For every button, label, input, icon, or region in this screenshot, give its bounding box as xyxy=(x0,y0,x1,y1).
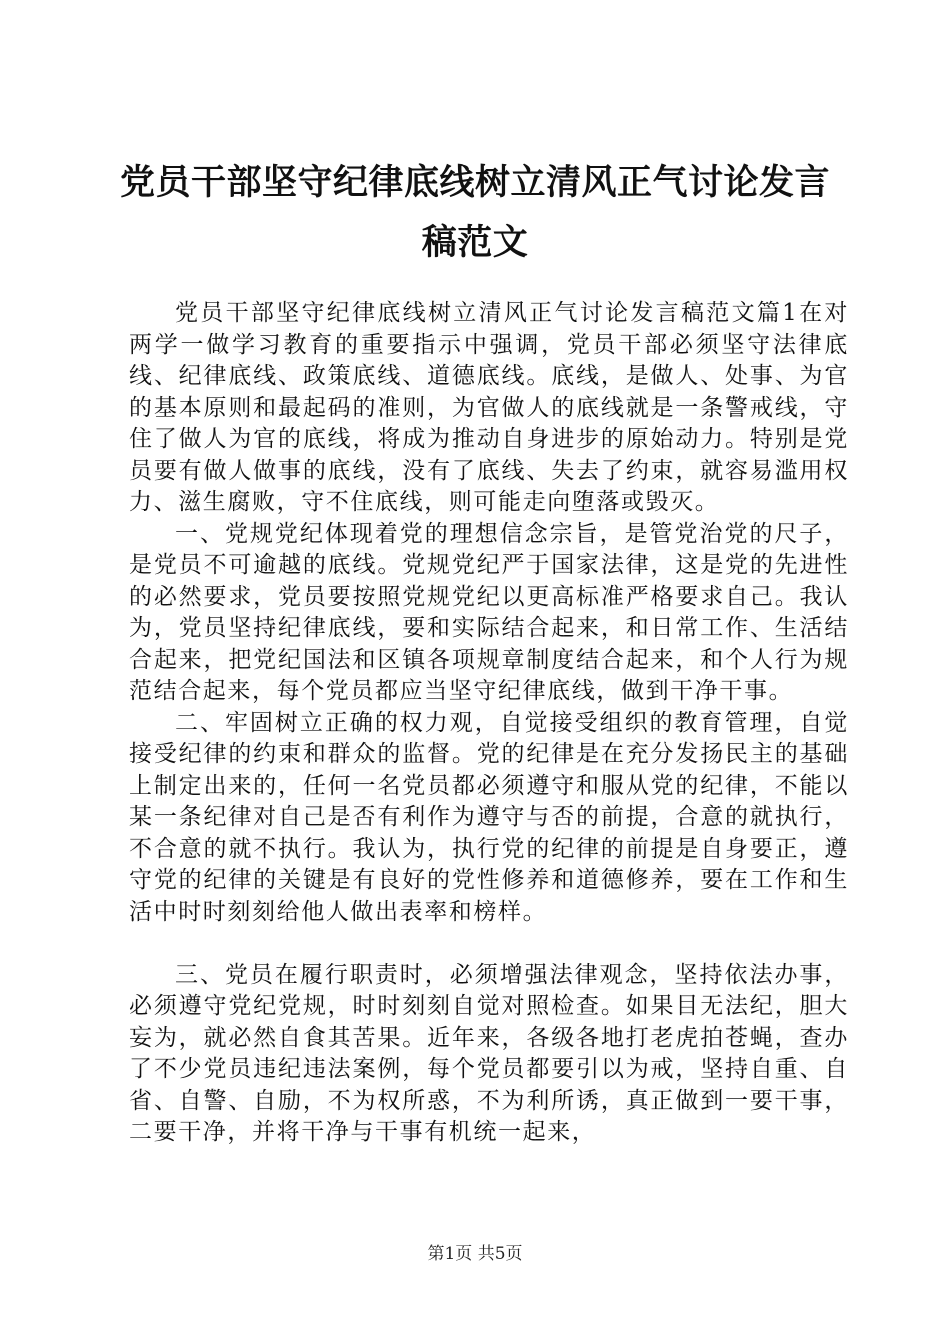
document-body xyxy=(129,298,849,1149)
paragraph-spacer xyxy=(129,928,849,960)
paragraph-section-3: 三、党员在履行职责时，必须增强法律观念，坚持依法办事，必须遵守党纪党规，时时刻刻自觉对照检查。如果目无法纪，胆大妄为，就必然自食其苦果。近年来，各级各地打老虎拍苍蝇，查办了不少党员违纪违法案例，每个党员都要引以为戒，坚持自重、自省、自警、自励，不为权所惑，不为利所诱，真正做到一要干事，二要干净，并将干净与干事有机统一起来， xyxy=(129,961,849,1145)
paragraph-section-1: 一、党规党纪体现着党的理想信念宗旨，是管党治党的尺子，是党员不可逾越的底线。党规党纪严于国家法律，这是党的先进性的必然要求，党员要按照党规党纪以更高标准严格要求自己。我认为，党员坚持纪律底线，要和实际结合起来，和日常工作、生活结合起来，把党纪国法和区镇各项规章制度结合起来，和个人行为规范结合起来，每个党员都应当坚守纪律底线，做到干净干事。 xyxy=(129,520,849,704)
paragraph-intro: 党员干部坚守纪律底线树立清风正气讨论发言稿范文篇1在对两学一做学习教育的重要指示中强调，党员干部必须坚守法律底线、纪律底线、政策底线、道德底线。底线，是做人、处事、为官的基本原则和最起码的准则，为官做人的底线就是一条警戒线，守住了做人为官的底线，将成为推动自身进步的原始动力。特别是党员要有做人做事的底线，没有了底线、失去了约束，就容易滥用权力、滋生腐败，守不住底线，则可能走向堕落或毁灭。 xyxy=(129,300,849,515)
document-title-line-2: 稿范文 xyxy=(421,223,529,263)
document-title-line-1: 党员干部坚守纪律底线树立清风正气讨论发言 xyxy=(119,163,830,203)
page-footer: 第1页 共5页 xyxy=(427,1244,523,1264)
paragraph-section-2: 二、牢固树立正确的权力观，自觉接受组织的教育管理，自觉接受纪律的约束和群众的监督。党的纪律是在充分发扬民主的基础上制定出来的，任何一名党员都必须遵守和服从党的纪律，不能以某一条纪律对自己是否有利作为遵守与否的前提，合意的就执行，不合意的就不执行。我认为，执行党的纪律的前提是自身要正，遵守党的纪律的关键是有良好的党性修养和道德修养，要在工作和生活中时时刻刻给他人做出表率和榜样。 xyxy=(129,709,849,925)
